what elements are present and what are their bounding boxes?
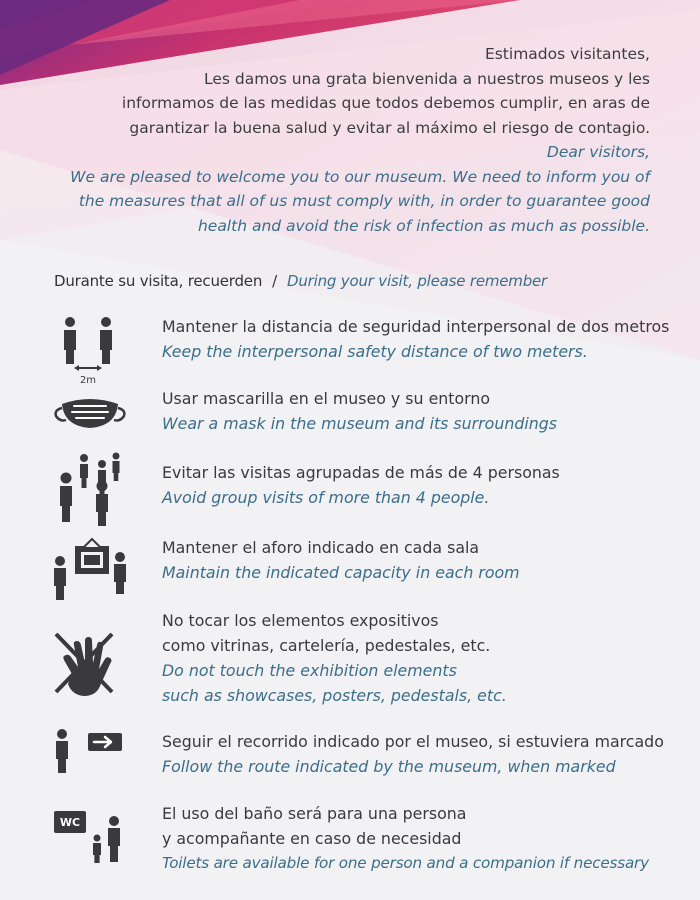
subtitle-es: Durante su visita, recuerden [54,272,263,290]
subtitle-separator: / [272,272,277,290]
rule-es: El uso del baño será para una persona [162,804,467,823]
intro-es-line: informamos de las medidas que todos debemos cumplir, en aras de [121,94,650,112]
intro-es-line: Les damos una grata bienvenida a nuestros museos y les [203,69,650,88]
no-touch-icon [50,630,130,710]
intro-es-line: garantizar la buena salud y evitar al máximo el riesgo de contagio. [129,118,650,137]
rule-en: Avoid group visits of more than 4 people. [162,488,490,507]
rule-en: Wear a mask in the museum and its surroundings [162,414,558,433]
rule-es: Evitar las visitas agrupadas de más de 4 personas [162,463,560,482]
rule-es: Usar mascarilla en el museo y su entorno [162,389,491,408]
room-capacity-icon [50,535,130,615]
toilet-icon [50,811,130,891]
rule-en: Toilets are available for one person and a companion if necessary [162,854,649,872]
intro-en-line: health and avoid the risk of infection as much as possible. [197,216,650,235]
rule-es: como vitrinas, cartelería, pedestales, etc. [162,636,491,655]
rule-en: Maintain the indicated capacity in each room [162,563,520,582]
intro-block [30,42,650,238]
section-subtitle [54,272,547,290]
rule-en: Do not touch the exhibition elements [162,661,457,680]
rule-en: Keep the interpersonal safety distance of two meters. [162,342,588,361]
rule-es: Seguir el recorrido indicado por el museo, si estuviera marcado [162,732,664,751]
social-distance-icon [50,314,130,394]
rule-es: Mantener el aforo indicado en cada sala [162,538,480,557]
distance-label: 2m [79,375,97,386]
group-people-icon [50,452,130,532]
follow-route-icon [50,729,130,809]
subtitle-en: During your visit, please remember [287,272,548,290]
rule-en: Follow the route indicated by the museum, when marked [162,757,616,776]
intro-en-line: We are pleased to welcome you to our museum. We need to inform you of [70,167,650,186]
rule-es: y acompañante en caso de necesidad [162,829,462,848]
intro-en-line: the measures that all of us must comply with, in order to guarantee good [78,192,650,210]
intro-es-line: Estimados visitantes, [484,45,650,63]
rule-es: No tocar los elementos expositivos [162,611,439,630]
rule-es: Mantener la distancia de seguridad interpersonal de dos metros [162,317,670,336]
rule-en: such as showcases, posters, pedestals, etc. [162,686,507,705]
intro-en-line: Dear visitors, [546,143,650,161]
wc-label: WC [59,816,81,829]
